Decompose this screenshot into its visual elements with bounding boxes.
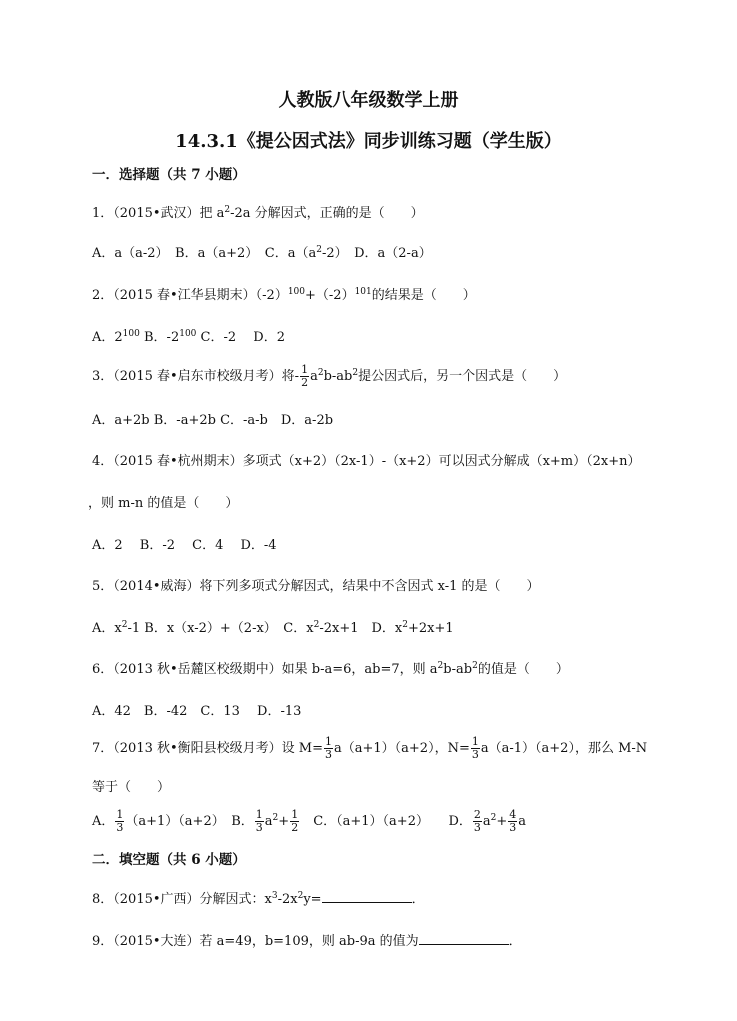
question-5: 5．（2014•威海）将下列多项式分解因式，结果中不含因式 x-1 的是（ ）	[92, 579, 540, 594]
section-heading-fill-in: 二．填空题（共 6 小题）	[92, 852, 246, 868]
question-6-options: A．42 B．-42 C．13 D．-13	[92, 704, 302, 719]
question-4-options: A．2 B．-2 C．4 D．-4	[92, 538, 277, 553]
fraction: $\frac{1}{2}$	[291, 808, 299, 834]
question-6: 6．（2013 秋•岳麓区校级期中）如果 b-a=6，ab=7，则 $a^2b-ab^2$的值是（ ）	[92, 661, 569, 677]
document-subtitle: 14.3.1《提公因式法》同步训练习题（学生版）	[175, 131, 562, 152]
question-9: 9．（2015•大连）若 a=49，b=109，则 ab-9a 的值为 ．	[92, 934, 522, 949]
question-7: 7．（2013 秋•衡阳县校级月考）设 M= $\frac{1}{3}$ a（a+1）（a+2），N= $\frac{1}{3}$ a（a-1）（a+2），那么 M-N	[92, 735, 648, 761]
document-title: 人教版八年级数学上册	[278, 90, 459, 111]
fraction: $\frac{2}{3}$	[473, 808, 481, 834]
question-7-continued: 等于（ ）	[92, 780, 171, 795]
question-4-continued: ，则 m-n 的值是（ ）	[88, 496, 239, 511]
question-5-options: A．$x^2-1$ B．x（x-2）+（2-x） C．$x^2-2x+1$ D．$x^2+2x+1$	[92, 620, 454, 636]
fraction: $\frac{1}{3}$	[471, 735, 479, 761]
fraction: $\frac{1}{3}$	[116, 808, 124, 834]
question-4: 4．（2015 春•杭州期末）多项式（x+2）（2x-1）-（x+2）可以因式分解成（x+m）（2x+n）	[92, 454, 641, 469]
fraction: $\frac{1}{3}$	[255, 808, 263, 834]
question-7-options: A． $\frac{1}{3}$ （a+1）（a+2） B． $\frac{1}{3}$ $a^2+$ $\frac{1}{2}$ C．（a+1）（a+2） D． $\frac{2}{3}$ $a^2+$ $\frac{4}{3}$ a	[92, 808, 527, 834]
answer-blank	[322, 890, 412, 903]
question-1-options: A．a（a-2） B．a（a+2） C．$a(a^2-2)$ D．a（2-a）	[92, 245, 432, 261]
fraction: $\frac{1}{3}$	[325, 735, 332, 761]
question-1: 1．（2015•武汉）把 $a^2-2a$ 分解因式，正确的是（ ）	[92, 205, 424, 221]
fraction: $\frac{1}{2}$	[301, 363, 309, 389]
question-3-options: A．a+2b B．-a+2b C．-a-b D．a-2b	[92, 413, 334, 428]
fraction: $\frac{4}{3}$	[509, 808, 517, 834]
question-2-options: A．$2^{100}$ B．$-2^{100}$ C．-2 D．2	[92, 329, 285, 345]
answer-blank	[419, 932, 509, 945]
section-heading-choice: 一．选择题（共 7 小题）	[92, 167, 246, 183]
question-2: 2．（2015 春•江华县期末）$(-2)^{100}+(-2)^{101}$的结果是（ ）	[92, 287, 476, 303]
question-8: 8．（2015•广西）分解因式：$x^3-2x^2y=$ ．	[92, 891, 425, 907]
question-3: 3．（2015 春•启东市校级月考）将- $\frac{1}{2}$ $a^2b-ab^2$提公因式后，另一个因式是（ ）	[92, 363, 567, 389]
